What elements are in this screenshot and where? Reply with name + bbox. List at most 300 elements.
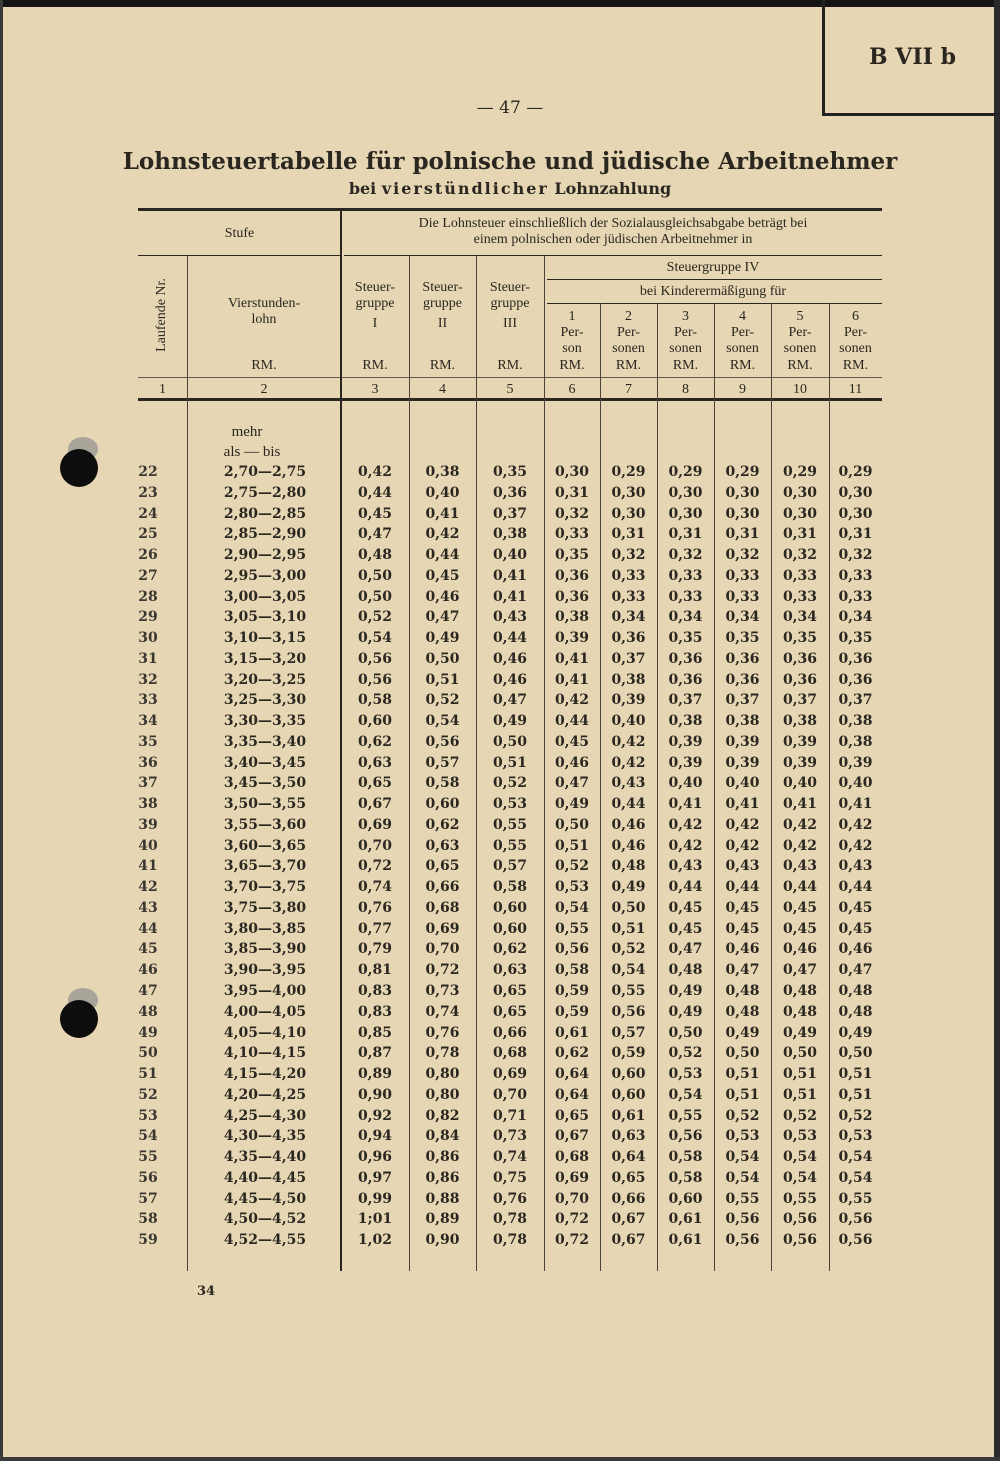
tax-value: 0,85	[357, 1024, 393, 1041]
header-steuergruppe-numeral: I	[372, 316, 378, 331]
tax-value: 0,47	[492, 692, 528, 709]
header-steuergruppe-numeral: II	[437, 316, 448, 331]
tax-value: 0,39	[782, 733, 818, 750]
tax-value: 0,30	[782, 484, 818, 501]
column-number: 1	[159, 382, 166, 397]
tax-value: 0,54	[611, 962, 646, 979]
tax-value: 0,82	[425, 1107, 460, 1124]
tax-value: 0,90	[357, 1086, 393, 1103]
tax-value: 0,36	[725, 671, 760, 688]
tax-value: 0,64	[554, 1066, 590, 1083]
tax-value: 0,29	[668, 464, 703, 480]
row-number: 59	[138, 1232, 158, 1249]
tax-value: 0,52	[782, 1107, 818, 1124]
tax-value: 0,63	[425, 837, 460, 854]
tax-value: 0,48	[838, 983, 873, 999]
row-number: 46	[138, 962, 158, 979]
tax-value: 1;01	[357, 1211, 393, 1228]
tax-value: 0,31	[782, 526, 818, 543]
row-number: 37	[138, 775, 158, 792]
tax-value: 0,50	[554, 816, 590, 833]
wage-range: 4,00—4,05	[223, 1003, 307, 1020]
tax-value: 0,46	[782, 941, 818, 958]
tax-value: 0,60	[611, 1066, 646, 1083]
tax-value: 0,51	[554, 837, 590, 854]
wage-range: 3,90—3,95	[223, 962, 307, 979]
tax-value: 0,36	[782, 671, 818, 688]
tax-value: 0,36	[554, 567, 590, 584]
tax-value: 0,62	[425, 816, 460, 833]
page-number: — 47 —	[476, 98, 544, 118]
header-lohn-1: Vierstunden-	[227, 296, 301, 311]
wage-range: 4,45—4,50	[223, 1190, 307, 1207]
row-number: 31	[138, 650, 158, 667]
tax-value: 0,56	[725, 1211, 760, 1228]
tax-value: 0,40	[668, 775, 703, 792]
tax-value: 0,71	[492, 1107, 528, 1124]
tax-value: 0,47	[425, 609, 460, 626]
tax-value: 0,33	[611, 588, 646, 605]
tax-value: 0,49	[668, 1003, 703, 1020]
tax-value: 0,86	[425, 1169, 460, 1186]
tax-value: 0,30	[838, 484, 873, 501]
tax-value: 0,65	[554, 1107, 590, 1124]
footer-number: 34	[196, 1284, 216, 1299]
row-number: 58	[138, 1211, 158, 1228]
tax-value: 0,36	[668, 671, 703, 688]
wage-range: 3,10—3,15	[223, 630, 307, 647]
subtitle-post: Lohnzahlung	[548, 179, 672, 198]
tax-value: 0,31	[554, 484, 590, 501]
tax-value: 0,41	[838, 796, 873, 813]
tax-value: 0,38	[554, 609, 590, 626]
tax-value: 0,63	[357, 754, 393, 771]
column-number: 8	[682, 382, 689, 397]
wage-range: 4,20—4,25	[223, 1086, 307, 1103]
tax-value: 0,53	[838, 1128, 873, 1145]
tax-value: 0,37	[611, 650, 646, 667]
tax-value: 0,42	[554, 692, 590, 709]
subtitle-spaced: vierstündlicher	[381, 179, 549, 198]
tax-value: 0,38	[838, 733, 873, 750]
tax-value: 0,72	[357, 858, 393, 875]
tax-value: 0,74	[492, 1149, 528, 1166]
tax-value: 0,47	[554, 775, 590, 792]
column-number: 10	[793, 382, 807, 397]
tax-value: 0,39	[611, 692, 646, 709]
tax-value: 0,70	[357, 837, 393, 854]
column-number: 5	[506, 382, 514, 397]
tax-value: 0,65	[492, 1003, 528, 1020]
tax-value: 0,30	[782, 505, 818, 522]
tax-value: 0,45	[554, 733, 590, 750]
tax-value: 0,56	[554, 941, 590, 958]
tax-value: 0,65	[492, 983, 528, 999]
tax-value: 0,36	[611, 630, 646, 647]
section-code: B VII b	[869, 44, 956, 70]
row-number: 41	[138, 858, 158, 875]
tax-value: 0,83	[357, 1003, 393, 1020]
tax-value: 0,41	[554, 650, 590, 667]
tax-value: 0,33	[611, 567, 646, 584]
tax-value: 0,48	[725, 983, 760, 999]
tax-value: 0,55	[492, 837, 528, 854]
tax-value: 0,67	[357, 796, 393, 813]
tax-value: 0,60	[668, 1190, 703, 1207]
tax-value: 0,35	[838, 630, 873, 647]
row-number: 23	[138, 484, 158, 501]
tax-value: 0,32	[611, 547, 646, 564]
tax-value: 0,78	[492, 1232, 528, 1249]
header-kinder: bei Kinderermäßigung für	[639, 284, 787, 299]
row-number: 42	[138, 879, 158, 896]
tax-value: 0,44	[492, 630, 528, 647]
tax-value: 0,61	[668, 1211, 703, 1228]
tax-value: 0,36	[838, 671, 873, 688]
wage-range: 3,75—3,80	[223, 899, 307, 916]
tax-value: 0,51	[611, 920, 646, 937]
tax-value: 0,57	[611, 1024, 646, 1041]
tax-value: 0,44	[611, 796, 646, 813]
row-number: 52	[138, 1086, 158, 1103]
header-person-b: sonen	[612, 341, 645, 356]
header-rm: RM.	[615, 358, 642, 373]
tax-value: 0,34	[782, 609, 818, 626]
scan-border-right	[994, 0, 1000, 1461]
tax-value: 0,33	[725, 588, 760, 605]
row-number: 45	[138, 941, 158, 958]
row-number: 47	[138, 983, 158, 999]
header-rm: RM.	[729, 358, 756, 373]
tax-value: 0,54	[554, 899, 590, 916]
tax-value: 0,96	[357, 1149, 393, 1166]
tax-value: 0,30	[611, 484, 646, 501]
tax-value: 0,43	[492, 609, 528, 626]
header-person-a: Per-	[673, 325, 698, 340]
tax-value: 0,42	[725, 837, 760, 854]
tax-value: 0,38	[425, 464, 460, 480]
tax-value: 0,86	[425, 1149, 460, 1166]
row-number: 36	[138, 754, 158, 771]
tax-value: 0,52	[425, 692, 460, 709]
header-steuergruppe-1: Steuer-	[489, 280, 531, 295]
tax-value: 0,44	[668, 879, 703, 896]
tax-value: 0,31	[668, 526, 703, 543]
tax-value: 0,37	[492, 505, 528, 522]
tax-value: 0,92	[357, 1107, 393, 1124]
tax-value: 0,55	[554, 920, 590, 937]
tax-value: 0,51	[838, 1066, 873, 1083]
tax-value: 0,53	[668, 1066, 703, 1083]
tax-value: 0,37	[782, 692, 818, 709]
tax-value: 0,62	[492, 941, 528, 958]
column-number: 9	[739, 382, 746, 397]
tax-value: 0,51	[782, 1086, 818, 1103]
tax-value: 0,72	[425, 962, 460, 979]
tax-value: 0,41	[668, 796, 703, 813]
tax-value: 0,44	[425, 547, 460, 564]
tax-value: 0,63	[492, 962, 528, 979]
wage-range: 3,70—3,75	[223, 879, 307, 896]
tax-value: 0,67	[554, 1128, 590, 1145]
row-number: 33	[138, 692, 158, 709]
tax-value: 0,49	[425, 630, 460, 647]
tax-value: 0,49	[782, 1024, 818, 1041]
row-number: 30	[138, 630, 158, 647]
tax-value: 0,76	[492, 1190, 528, 1207]
tax-value: 0,56	[838, 1211, 873, 1228]
tax-value: 0,43	[668, 858, 703, 875]
tax-value: 0,94	[357, 1128, 393, 1145]
tax-value: 0,39	[668, 733, 703, 750]
tax-value: 0,34	[838, 609, 873, 626]
header-steuergruppe-2: gruppe	[490, 296, 530, 311]
header-intro-1: Die Lohnsteuer einschließlich der Sozialausgleichsabgabe beträgt bei	[418, 216, 808, 231]
tax-value: 0,52	[357, 609, 393, 626]
tax-value: 0,54	[838, 1149, 873, 1166]
tax-value: 0,50	[425, 650, 460, 667]
tax-value: 0,47	[357, 526, 393, 543]
tax-value: 0,54	[725, 1169, 760, 1186]
tax-value: 0,46	[838, 941, 873, 958]
header-person-a: Per-	[843, 325, 868, 340]
tax-value: 0,52	[611, 941, 646, 958]
header-rm: RM.	[787, 358, 813, 373]
wage-range: 4,35—4,40	[223, 1149, 307, 1166]
tax-value: 0,73	[492, 1128, 528, 1145]
tax-value: 0,40	[492, 547, 528, 564]
tax-value: 0,33	[668, 588, 703, 605]
wage-range: 3,35—3,40	[223, 733, 307, 750]
tax-value: 0,55	[668, 1107, 703, 1124]
wage-range: 4,15—4,20	[223, 1066, 307, 1083]
rule	[344, 255, 882, 256]
header-person-count: 2	[625, 309, 632, 324]
tax-value: 0,74	[425, 1003, 460, 1020]
header-intro-2: einem polnischen oder jüdischen Arbeitnehmer in	[473, 232, 753, 247]
tax-value: 0,59	[554, 983, 590, 999]
tax-value: 0,53	[782, 1128, 818, 1145]
tax-value: 0,89	[425, 1211, 460, 1228]
tax-value: 0,52	[725, 1107, 760, 1124]
tax-value: 0,44	[782, 879, 818, 896]
tax-value: 0,36	[668, 650, 703, 667]
tax-value: 0,32	[838, 547, 873, 564]
wage-range: 2,95—3,00	[223, 567, 307, 584]
tax-value: 0,35	[782, 630, 818, 647]
tax-value: 0,66	[425, 879, 460, 896]
tax-value: 0,52	[554, 858, 590, 875]
row-number: 40	[138, 837, 158, 854]
tax-value: 0,54	[668, 1086, 703, 1103]
tax-value: 0,41	[492, 588, 528, 605]
tax-value: 0,49	[611, 879, 646, 896]
tax-value: 0,32	[668, 547, 703, 564]
tax-value: 0,99	[357, 1190, 393, 1207]
wage-range: 3,05—3,10	[223, 609, 307, 626]
header-person-a: Per-	[788, 325, 812, 340]
tax-value: 0,35	[725, 630, 760, 647]
tax-value: 0,31	[838, 526, 873, 543]
tax-value: 0,42	[725, 816, 760, 833]
header-lohn-2: lohn	[251, 312, 277, 327]
tax-value: 0,53	[554, 879, 590, 896]
wage-range: 3,25—3,30	[223, 692, 307, 709]
tax-value: 0,77	[357, 920, 393, 937]
header-rm: RM.	[429, 358, 456, 373]
tax-value: 0,70	[554, 1190, 590, 1207]
tax-value: 0,54	[782, 1149, 818, 1166]
tax-value: 0,43	[782, 858, 818, 875]
tax-value: 0,39	[668, 754, 703, 771]
tax-value: 0,40	[611, 713, 646, 730]
tax-value: 0,42	[425, 526, 460, 543]
tax-value: 0,40	[838, 775, 873, 792]
section-code-box	[822, 0, 1000, 116]
tax-value: 0,69	[425, 920, 460, 937]
tax-value: 0,41	[554, 671, 590, 688]
tax-value: 0,80	[425, 1086, 460, 1103]
tax-value: 0,30	[668, 505, 703, 522]
tax-value: 0,45	[668, 920, 703, 937]
tax-value: 0,48	[357, 547, 393, 564]
tax-value: 0,47	[782, 962, 818, 979]
rule	[138, 255, 341, 256]
row-number: 56	[138, 1169, 158, 1186]
tax-value: 0,58	[492, 879, 528, 896]
tax-value: 0,30	[554, 464, 590, 480]
column-number: 2	[260, 382, 268, 397]
tax-value: 0,40	[782, 775, 818, 792]
tax-value: 0,45	[668, 899, 703, 916]
tax-value: 0,33	[725, 567, 760, 584]
page-title: Lohnsteuertabelle für polnische und jüdische Arbeitnehmer	[122, 148, 898, 175]
row-number: 51	[138, 1066, 158, 1083]
tax-value: 0,42	[838, 816, 873, 833]
tax-value: 0,55	[725, 1190, 760, 1207]
tax-value: 0,42	[782, 837, 818, 854]
tax-value: 0,50	[782, 1045, 818, 1062]
tax-value: 0,56	[838, 1232, 873, 1249]
tax-value: 0,50	[357, 588, 393, 605]
row-number: 29	[138, 609, 158, 626]
tax-value: 0,54	[425, 713, 460, 730]
wage-range: 4,40—4,45	[223, 1169, 307, 1186]
tax-value: 0,69	[492, 1066, 528, 1083]
tax-value: 0,50	[668, 1024, 703, 1041]
tax-value: 0,44	[725, 879, 760, 896]
tax-value: 0,78	[425, 1045, 460, 1062]
tax-value: 0,51	[725, 1066, 760, 1083]
tax-value: 0,79	[357, 941, 393, 958]
tax-value: 0,49	[554, 796, 590, 813]
tax-value: 0,48	[668, 962, 703, 979]
wage-range: 2,70—2,75	[223, 464, 307, 480]
column-number: 11	[848, 382, 863, 397]
header-laufende-nr	[142, 257, 182, 372]
header-steuergruppe-numeral: III	[503, 316, 517, 331]
row-number: 35	[138, 733, 158, 750]
header-person-b: sonen	[669, 341, 702, 356]
tax-value: 0,32	[554, 505, 590, 522]
tax-value: 0,35	[668, 630, 703, 647]
header-rm: RM.	[559, 358, 585, 373]
header-person-b: sonen	[839, 341, 872, 356]
tax-value: 0,37	[838, 692, 873, 709]
tax-value: 0,30	[725, 484, 760, 501]
tax-value: 0,55	[611, 983, 646, 999]
header-person-count: 1	[568, 309, 576, 324]
tax-value: 0,37	[725, 692, 760, 709]
tax-value: 0,45	[782, 920, 818, 937]
wage-range: 3,45—3,50	[223, 775, 307, 792]
tax-value: 0,36	[554, 588, 590, 605]
tax-value: 0,45	[425, 567, 460, 584]
tax-value: 0,30	[668, 484, 703, 501]
tax-value: 0,44	[838, 879, 873, 896]
row-number: 39	[138, 816, 158, 833]
tax-value: 0,37	[668, 692, 703, 709]
header-steuergruppe-1: Steuer-	[354, 280, 396, 295]
tax-value: 0,56	[725, 1232, 760, 1249]
header-steuergruppe-1: Steuer-	[422, 280, 463, 295]
tax-value: 0,52	[838, 1107, 873, 1124]
tax-value: 0,43	[611, 775, 646, 792]
tax-value: 0,53	[725, 1128, 760, 1145]
row-number: 55	[138, 1149, 158, 1166]
row-number: 26	[138, 547, 158, 564]
tax-value: 0,42	[611, 754, 646, 771]
row-number: 38	[138, 796, 158, 813]
header-rm: RM.	[362, 358, 388, 373]
row-number: 49	[138, 1024, 158, 1041]
wage-range: 3,15—3,20	[223, 650, 307, 667]
tax-value: 0,56	[668, 1128, 703, 1145]
wage-range: 4,52—4,55	[223, 1232, 307, 1249]
tax-value: 0,68	[492, 1045, 528, 1062]
tax-value: 0,70	[492, 1086, 528, 1103]
header-rm: RM.	[251, 358, 277, 373]
tax-value: 0,31	[611, 526, 646, 543]
tax-value: 0,53	[492, 796, 528, 813]
tax-value: 0,50	[725, 1045, 760, 1062]
tax-value: 0,42	[611, 733, 646, 750]
tax-value: 0,58	[554, 962, 590, 979]
tax-value: 0,45	[838, 899, 873, 916]
tax-value: 0,83	[357, 983, 393, 999]
row-number: 57	[138, 1190, 158, 1207]
tax-value: 0,36	[725, 650, 760, 667]
tax-value: 0,68	[425, 899, 460, 916]
tax-value: 0,70	[425, 941, 460, 958]
header-person-a: Per-	[730, 325, 755, 340]
wage-range: 3,55—3,60	[223, 816, 307, 833]
tax-value: 0,66	[611, 1190, 646, 1207]
tax-value: 0,56	[357, 650, 393, 667]
tax-value: 0,35	[492, 464, 528, 480]
tax-value: 0,51	[425, 671, 460, 688]
tax-value: 0,65	[357, 775, 393, 792]
wage-range: 4,10—4,15	[223, 1045, 307, 1062]
tax-value: 0,47	[838, 962, 873, 979]
tax-value: 0,97	[357, 1169, 393, 1186]
tax-value: 0,55	[492, 816, 528, 833]
tax-value: 0,39	[725, 754, 760, 771]
tax-value: 0,88	[425, 1190, 460, 1207]
tax-value: 0,30	[725, 505, 760, 522]
tax-value: 0,42	[668, 837, 703, 854]
tax-value: 0,42	[838, 837, 873, 854]
